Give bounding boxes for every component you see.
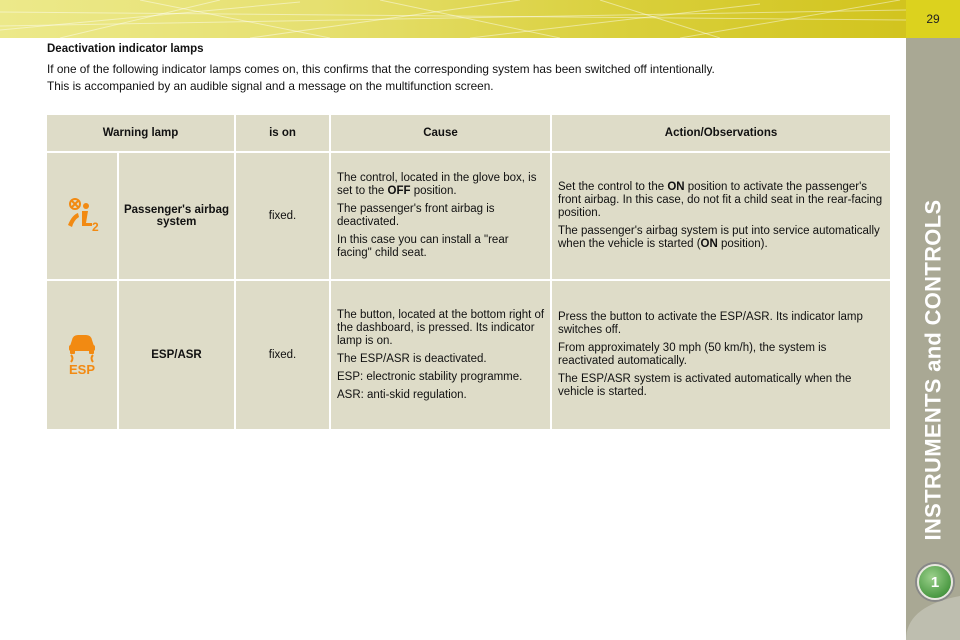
lamp-action [552, 281, 890, 429]
table-row [47, 281, 890, 429]
header-action: Action/Observations [552, 115, 890, 151]
svg-text:2: 2 [92, 219, 99, 234]
indicator-lamps-table [45, 113, 892, 431]
lamp-is-on: fixed. [236, 153, 329, 279]
header-banner [0, 0, 906, 38]
action-paragraph: The passenger's airbag system is put into service automatically when the vehicle is started (ON position). [558, 225, 880, 250]
action-paragraph: Set the control to the ON position to activate the passenger's front airbag. In this case, do not fit a child seat in the rear-facing position. [558, 181, 883, 219]
lamp-is-on: fixed. [236, 281, 329, 429]
action-paragraph: The ESP/ASR system is activated automatically when the vehicle is started. [558, 373, 852, 398]
header-warning-lamp: Warning lamp [47, 115, 234, 151]
lamp-cause [331, 153, 550, 279]
table-row [47, 153, 890, 279]
section-title: INSTRUMENTS and CONTROLS [920, 199, 945, 541]
section-label [906, 190, 960, 550]
cause-paragraph: ASR: anti-skid regulation. [337, 388, 467, 401]
cause-paragraph: ESP: electronic stability programme. [337, 370, 523, 383]
icon-cell [47, 281, 117, 429]
sidebar-curve [906, 596, 960, 640]
icon-cell [47, 153, 117, 279]
lamp-action [552, 153, 890, 279]
cause-paragraph: The button, located at the bottom right of the dashboard, is pressed. Its indicator lamp is on. [337, 308, 545, 347]
lamp-name: ESP/ASR [119, 281, 234, 429]
esp-asr-icon [62, 332, 102, 376]
cause-paragraph: In this case you can install a "rear facing" child seat. [337, 234, 509, 259]
page-title: Deactivation indicator lamps [47, 43, 204, 55]
esp-icon-label: ESP [68, 361, 96, 376]
action-paragraph: From approximately 30 mph (50 km/h), the system is reactivated automatically. [558, 342, 827, 367]
lamp-name: Passenger's airbag system [119, 153, 234, 279]
banner-pattern [0, 0, 906, 38]
cause-paragraph: The ESP/ASR is deactivated. [337, 352, 487, 365]
lamp-cause [331, 281, 550, 429]
intro-line-1: If one of the following indicator lamps comes on, this confirms that the corresponding system has been switched off intentionally. [47, 62, 715, 76]
table-header-row [47, 115, 890, 151]
intro-text [47, 61, 897, 95]
action-paragraph: Press the button to activate the ESP/ASR. Its indicator lamp switches off. [558, 311, 863, 336]
cause-paragraph: The passenger's front airbag is deactivated. [337, 203, 495, 228]
intro-line-2: This is accompanied by an audible signal and a message on the multifunction screen. [47, 79, 494, 93]
header-cause: Cause [331, 115, 550, 151]
chapter-badge: 1 [917, 564, 953, 600]
header-is-on: is on [236, 115, 329, 151]
page-number: 29 [906, 0, 960, 38]
cause-paragraph: The control, located in the glove box, is set to the OFF position. [337, 172, 537, 197]
passenger-airbag-off-icon [62, 195, 102, 235]
